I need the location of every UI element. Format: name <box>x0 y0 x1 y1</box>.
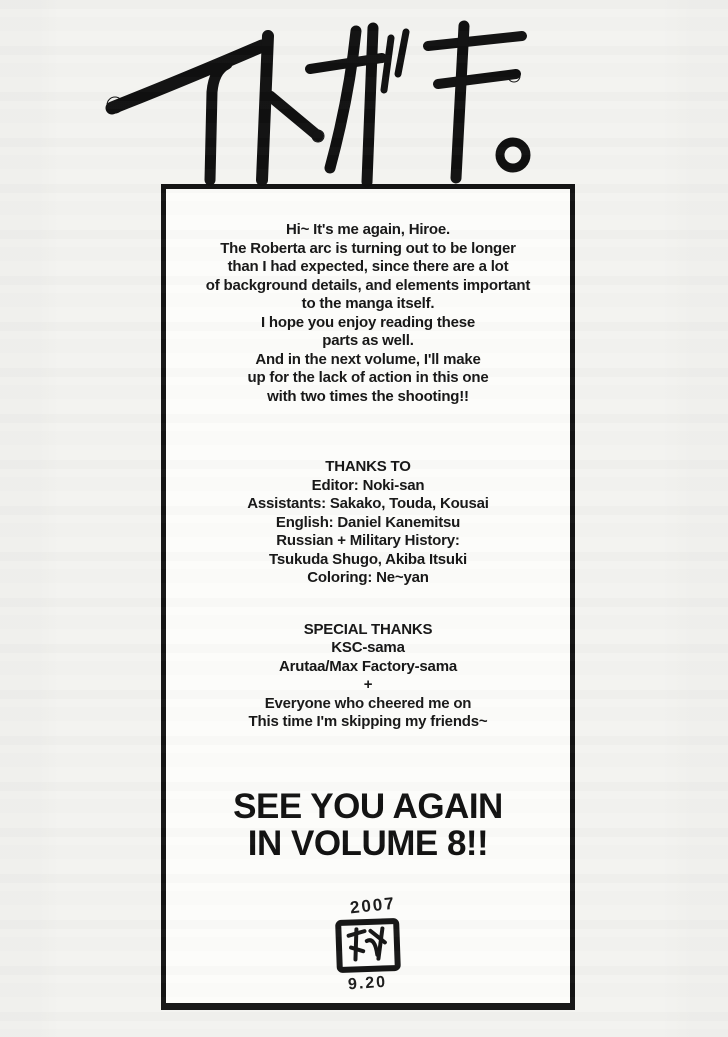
stamp-date: 9.20 <box>347 973 389 993</box>
message-line: parts as well. <box>322 332 414 349</box>
artist-stamp <box>166 893 570 993</box>
closing-line-2: IN VOLUME 8!! <box>247 823 489 863</box>
special-thanks-line: KSC-sama <box>331 639 405 656</box>
stamp-seal-icon <box>332 915 404 975</box>
credit-line: English: Daniel Kanemitsu <box>275 513 461 531</box>
message-line: And in the next volume, I'll make <box>255 350 481 368</box>
closing-announcement <box>166 788 570 862</box>
special-thanks-heading: SPECIAL THANKS <box>303 620 433 638</box>
message-line: I hope you enjoy reading these <box>260 313 476 331</box>
credit-line: Editor: Noki-san <box>311 476 425 494</box>
message-line: The Roberta arc is turning out to be longer <box>220 239 516 257</box>
thanks-section <box>166 458 570 588</box>
special-thanks-line: + <box>363 676 373 693</box>
message-line: up for the lack of action in this one <box>247 369 489 386</box>
credit-line: Assistants: Sakako, Touda, Kousai <box>247 495 489 512</box>
afterword-message <box>166 221 570 406</box>
special-thanks-line: Arutaa/Max Factory-sama <box>279 657 457 675</box>
special-thanks-section <box>166 621 570 732</box>
message-line: with two times the shooting!! <box>267 387 469 405</box>
message-line: to the manga itself. <box>301 295 435 312</box>
message-line: than I had expected, since there are a lot <box>227 258 509 275</box>
message-line: Hi~ It's me again, Hiroe. <box>285 221 451 238</box>
credit-line: Russian + Military History: <box>276 532 460 549</box>
afterword-panel <box>161 184 575 1010</box>
special-thanks-line: This time I'm skipping my friends~ <box>248 713 488 730</box>
message-line: of background details, and elements important <box>205 276 531 294</box>
stamp-year: 2007 <box>349 893 397 917</box>
closing-line-1: SEE YOU AGAIN <box>233 786 503 826</box>
credit-line: Tsukuda Shugo, Akiba Itsuki <box>269 550 467 568</box>
credit-line: Coloring: Ne~yan <box>307 569 429 586</box>
thanks-heading: THANKS TO <box>325 458 411 475</box>
afterword-title-calligraphy <box>88 20 552 188</box>
special-thanks-line: Everyone who cheered me on <box>264 694 472 712</box>
